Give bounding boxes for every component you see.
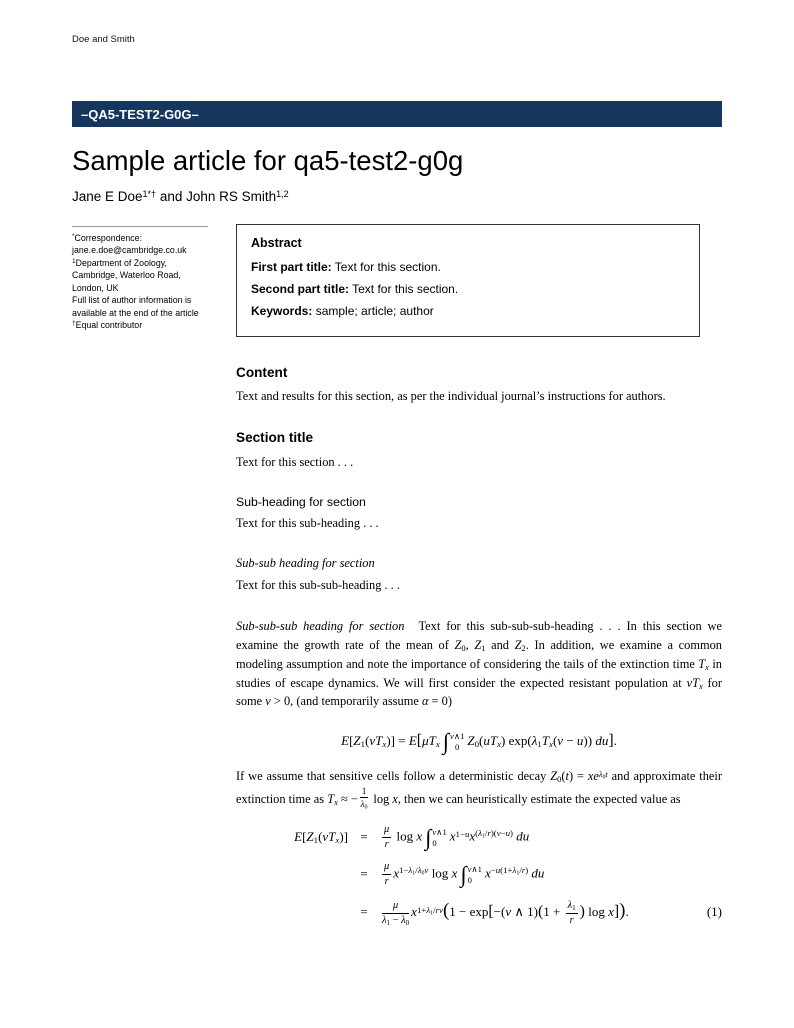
correspondence-email: jane.e.doe@cambridge.co.uk — [72, 245, 187, 256]
article-title: Sample article for qa5-test2-g0g — [72, 145, 464, 176]
after-equation-paragraph: If we assume that sensitive cells follow a deterministic decay $Z_0(t) = xe^{\lambda_0t}$ and approximate their extinction time as $T_x$ ≈ − $\frac{1}{\lambda_0}$ log x, then we can heuristically estimate the expected value as — [236, 768, 722, 811]
equation-rhs-3: $\frac{\mu}{\lambda_1 - \lambda_0}$ $x^{1+\lambda_1/rv}(1 - \exp[-(v$ ∧ 1)(1 + $\frac{\lambda_1}{r}$ ) log x]). — [382, 899, 629, 927]
equation-rhs-1: $\frac{\mu}{r}$ log x ∫ v∧1 0 $x^{1-u}x^{(\lambda_1/r)(v-u)}$ du — [384, 823, 530, 850]
equals-sign: = — [360, 829, 368, 845]
correspondence-block — [72, 224, 220, 337]
content-paragraph: Text and results for this section, as per the individual journal’s instructions for authors. — [236, 389, 666, 404]
section-paragraph: Text for this section . . . — [236, 454, 354, 469]
correspondence-line: $^1$Department of Zoology, — [72, 257, 167, 268]
abstract-heading: Abstract — [251, 236, 302, 250]
sub-paragraph: Text for this sub-heading . . . — [236, 516, 379, 531]
abstract-item — [251, 259, 685, 276]
correspondence-line: Full list of author information is — [72, 295, 192, 306]
subsubsub-text: Text for this sub-sub-sub-heading . . . In this section we examine the growth rate of the mean of $Z_0$, $Z_1$ and $Z_2$. In addition, we examine a common modeling assumption and note the importance of considering the tails of the extinction time $T_x$ in studies of escape dynamics. We will first consider the expected resistant population at $vT_x$ for some v > 0, (and temporarily assume α = 0) — [236, 619, 723, 709]
subsub-heading: Sub-sub heading for section — [236, 556, 375, 571]
abstract-item — [251, 303, 685, 320]
correspondence-line: available at the end of the article — [72, 307, 199, 318]
equation-lhs: $E[Z_1(vT_x)]$ — [294, 829, 348, 846]
abstract-item-label: Keywords: — [251, 303, 313, 318]
display-equation-1: $E[Z_1(vT_x)] = E[\mu T_x$ ∫ v∧1 0 $Z_0(uT_x) \exp(\lambda_1T_x(v - u))$ du]. — [341, 729, 617, 755]
running-head: Doe and Smith — [72, 34, 135, 45]
abstract-item-text: sample; article; author — [312, 303, 434, 318]
abstract-item-text: Text for this section. — [331, 260, 441, 275]
subsubsub-paragraph — [236, 617, 722, 711]
abstract-item-text: Text for this section. — [349, 282, 459, 297]
equation-rhs-2: $\frac{\mu}{r}$ $x^{1-\lambda_1/\lambda_0v}$ log x ∫ v∧1 0 $x^{-u(1+\lambda_1/r)}$ du — [384, 860, 545, 887]
correspondence-line: Cambridge, Waterloo Road, — [72, 270, 181, 281]
subsub-paragraph: Text for this sub-sub-heading . . . — [236, 578, 400, 593]
subsubsub-heading: Sub-sub-sub heading for section — [236, 619, 405, 634]
abstract-item — [251, 281, 685, 298]
equation-number: (1) — [706, 904, 722, 920]
correspondence-line: *Correspondence: — [72, 233, 143, 243]
section-heading: Section title — [236, 430, 314, 446]
equals-sign: = — [360, 866, 368, 882]
authors-line: Jane E Doe$^{1*\dagger}$ and John RS Smith$^{1,2}$ — [72, 188, 289, 204]
sub-heading: Sub-heading for section — [236, 494, 366, 509]
abstract-item-label: Second part title: — [251, 282, 350, 297]
content-heading: Content — [236, 364, 288, 380]
correspondence-line: †Equal contributor — [72, 320, 143, 331]
article-type-banner — [72, 101, 722, 127]
correspondence-line: London, UK — [72, 282, 119, 293]
abstract-item-label: First part title: — [251, 260, 332, 275]
aligned-equation-block — [236, 824, 722, 927]
header-columns — [72, 224, 722, 337]
equals-sign: = — [360, 904, 368, 920]
article-body — [236, 363, 722, 927]
abstract-box — [236, 224, 700, 337]
banner-label: –QA5-TEST2-G0G– — [81, 106, 199, 122]
footnote-rule — [72, 226, 208, 227]
